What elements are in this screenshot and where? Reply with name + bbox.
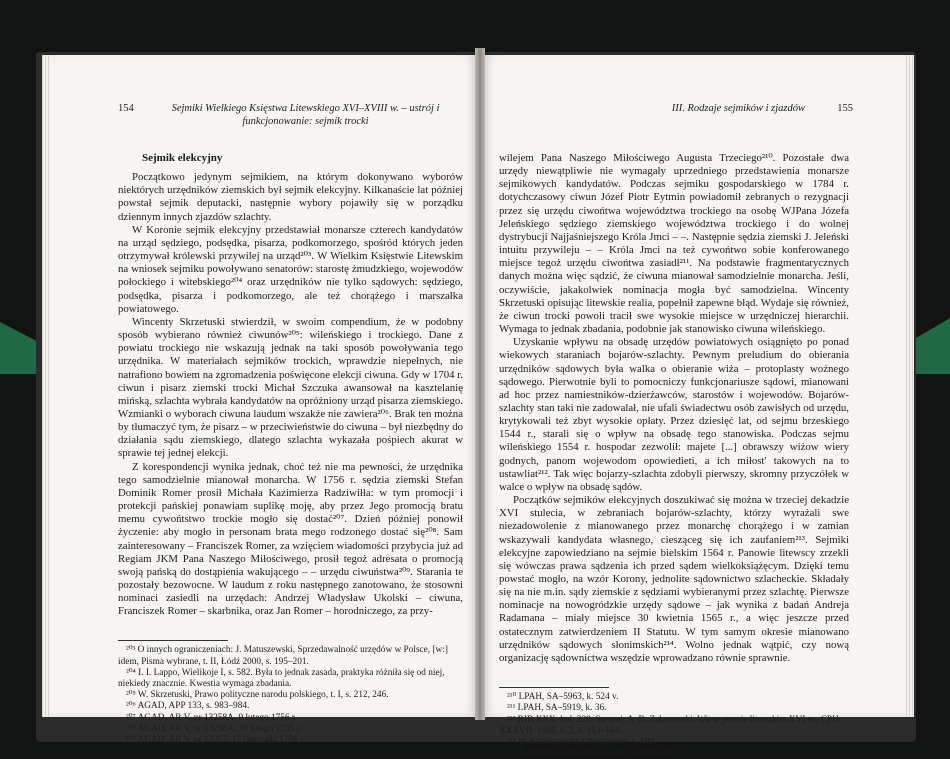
paragraph: wilejem Pana Naszego Miłościwego Augusta Trzeciego²¹⁰. Pozostałe dwa urzędy niewątpliwie nie wymagały uprzedniego przedstawienia monarsze sejmikowych kandydatów. Podczas sejmiku gospodarskiego w 1784 r. dotychczasowy ciwun Józef Piotr Eytmin powiadomił zebranych o rezygnacji przez się urzędu ciwońtwa województwa trockiego na osobę WJPana Józefa Jeleńskiego sędziego ziemskiego województwa trockiego i do wolnej dystrybucji Najjaśniejszego Króla Jmci – –. Następnie sędzia ziemski J. Jeleński intuitu przywileju – – Króla Jmci na też cywońtwo sobie konferowanego miejsce tegoż urzędu ciwońtwa zasiadł²¹¹. Na podstawie fragmentarycznych danych można więc sądzić, że ciwuna mianował samodzielnie monarcha. Jeśli, oczywiście, jakakolwiek nominacja mogła być samodzielna. Wincenty Skrzetuski opisując litewskie realia, popełnił zapewne błąd. Wydaje się również, że ciwun trocki powoli tracił swe wysokie miejsce w urzędniczej hierarchii. Wymaga to jednak zbadania, podobnie jak stanowisko ciwuna wileńskiego. (499, 152, 849, 336)
paragraph: Wincenty Skrzetuski stwierdził, w swoim compendium, że w podobny sposób wybierano również ciwunów²⁰⁵: wileńskiego i trockiego. Dane z powiatu trockiego nie wskazują jednak na taki sposób powoływania tego urzędnika. W materiałach sejmików trockich, wprawdzie niepełnych, nie natrafiono bowiem na zgromadzenia poświęcone elekcji ciwuna. Gdy w 1704 r. ciwun i pisarz ziemski trocki Michał Szczuka awansował na kasztelanię mińską, szlachta wybrała kandydatów na opróżniony urząd pisarza ziemskiego. Wzmianki o wyborach ciwuna laudum wszakże nie zawiera²⁰⁶. Brak ten można by tłumaczyć tym, że pisarz – w przeciwieństwie do ciwuna – był niezbędny do działania sądu ziemskiego, dlatego szlachta wykazała pośpiech akurat w sprawie tej jednej elekcji. (118, 315, 463, 460)
left-page (42, 55, 479, 746)
footnote: ²⁰⁵ W. Skrzetuski, Prawo polityczne narodu polskiego, t. I, s. 212, 246. (126, 690, 389, 701)
footnote: ²⁰³ O innych ograniczeniach: J. Matuszewski, Sprzedawalność urzędów w Polsce, [w:] idem, Pisma wybrane, t. II, Łódź 2000, s. 195–201. (118, 645, 448, 667)
right-page-header (499, 102, 853, 132)
footnote: ²⁰⁷ AGAD, AR V, nr 13258A, 9 lutego 1756 r. (126, 712, 297, 723)
right-page (481, 55, 914, 759)
footnote-separator (499, 687, 609, 688)
footnote: ²¹⁴ A. Radaman, Sejmiki i zjazdy szlacheckie. (507, 748, 677, 759)
running-head: III. Rodzaje sejmików i zjazdów (671, 103, 805, 114)
paragraph: W Koronie sejmik elekcyjny przedstawiał monarsze czterech kandydatów na urząd sędziego, podsędka, pisarza, podkomorzego, spośród których jeden otrzymywał królewski przywilej na urząd²⁰³. W Wielkim Księstwie Litewskim na wniosek sejmiku powoływano senatorów: starostę żmudzkiego, wojewodów połockiego i witebskiego²⁰⁴ oraz urzędników nie tylko sądowych: sędziego, podsędka, pisarza i podkomorzego, ale też chorążego i marszałka powiatowego. (118, 223, 463, 315)
left-page-content (118, 102, 463, 746)
footnote: ²⁰⁸ AGAD, AR V, nr 13258A, 10 lutego 1756 r. (126, 723, 302, 734)
paragraph: Początkowo jedynym sejmikiem, na którym dokonywano wyborów niektórych urzędników ziemskich był sejmik elekcyjny. Kilkanaście lat później powstał sejmik deputacki, następnie wybory pojawiły się w porządku dziennym innych zjazdów szlachty. (118, 171, 463, 223)
paragraph: Początków sejmików elekcyjnych doszukiwać się można w trzeciej dekadzie XVI stulecia, w zebraniach bojarów-szlachty, którzy wyrażali swe niezadowolenie z mianowanego przez monarchę chorążego i w zamian wskazywali kandydata własnego, ciesząceg się ich zaufaniem²¹³. Sejmiki elekcyjne zapowiedziano na sejmie bielskim 1564 r. Panowie litewscy zrzekli się wówczas prawa sądzenia ich przed sądem wielkoksiążęcym. Dzięki temu powstać mogło, na wzór Korony, jednolite sądownictwo szlacheckie. Składały się na nie m.in. sądy ziemskie z sędziami wybieranymi przez szlachtę. Pierwsze nominacje na nowogródzkie urzędy sądowe – jak wynika z badań Andreja Radamana – miały miejsce 30 kwietnia 1565 r., a więc jeszcze przed ostatecznym zatwierdzeniem II Statutu. W tym samym okresie mianowano urzędników sądowych słonimskich²¹⁴. Wolno jednak wątpić, czy nową organizację sądownictwa wszędzie wprowadzano równie sprawnie. (499, 494, 849, 664)
page-edges (906, 55, 914, 717)
footnote: ²¹³ W. Kamieniecki, Chorążowie, s. 184. (507, 736, 657, 747)
footnote: ²⁰⁴ I. I. Lappo, Wielikoje I, s. 582. Była to jednak zasada, praktyka różniła się od niej, niekiedy znacznie. Kwestia wymaga zbadania. (118, 667, 445, 690)
right-page-content (499, 102, 853, 759)
footnote: ²⁰⁶ AGAD, APP 133, s. 983–984. (126, 701, 250, 712)
green-border-left (0, 322, 40, 374)
body-text (499, 152, 849, 665)
footnote: ²¹² RIB XXX, kol. 229. Szerzej: A. B. Zakrzewski, Wit w prawie litewskim XVI w., CPH XXXVII: 1985, z. 2, s. 153–164. (499, 714, 839, 736)
page-number: 154 (118, 103, 134, 114)
footnote: ²¹⁰ LPAH, SA–5963, k. 524 v. (507, 692, 619, 703)
footnotes (118, 645, 463, 746)
footnotes (499, 692, 849, 759)
paragraph: Uzyskanie wpływu na obsadę urzędów powiatowych osiągnięto po ponad wiekowych staraniach bojarów-szlachty. Pewnym preludium do obierania urzędników sądowych była walka o obieranie wiża – protoplasty woźnego sądowego. Pierwotnie byli to pomocniczy funkcjonariusze sądowi, mianowani ad hoc przez namiestników-dzierżawców, starostów i wojewodów. Bojarów-szlachty stan taki nie zadowalał, nie ufali świadectwu osób zawisłych od urzędu, krytykowali też zbyt wysokie opłaty. Przez dziesięć lat, od sejmu brzeskiego 1544 r., starali się o wpływ na obsadę tego stanowiska. Podczas sejmu wileńskiego 1554 r. hospodar zezwolił: majete [...] obrawszy wiżow wiery godnych, panom wojewodom opowiedieti, a ich miłost' takowych na to ustawliat²¹². Tak więc bojarzy-szlachta zdobyli pierwszy, skromny przyczółek w walce o wpływ na obsadę sądów. (499, 336, 849, 493)
green-border-right (912, 318, 950, 374)
footnote-separator (118, 640, 228, 641)
paragraph: Z korespondencji wynika jednak, choć też nie ma pewności, że urzędnika tego samodzielnie mianował monarcha. W 1756 r. sędzia ziemski Stefan Dominik Romer prosił Michała Kazimierza Radziwiłła: w tym promocji i protekcji pańskiej ponawiam suplikę moję, aby przez Jego promocją bratu memu cywońtstwo trockie mogło się dostać²⁰⁷. Dzień później ponowił życzenie: aby mogło in personam brata mego rodzonego dostać się²⁰⁸. Sam zainteresowany – Franciszek Romer, za wzięciem wiadomości przybycia już ad Regiam JKM Pana Naszego Miłościwego, prosił tegoż adresata o promocją swoją pańską do dostąpienia wakującego – – urzędu ciwuństwa²⁰⁹. Starania te pozostały bezowocne. W laudum z roku następnego zanotowano, że stosowni nominaci zasiedli na urzędach: Andrzej Władysław Ukolski – ciwuna, Franciszek Romer – skarbnika, oraz Jan Romer – horodniczego, za przy- (118, 460, 463, 618)
page-number: 155 (837, 103, 853, 114)
left-page-header (118, 102, 463, 132)
section-title: Sejmik elekcyjny (142, 152, 223, 164)
book-spine-gutter (475, 48, 485, 720)
page-edges (42, 55, 50, 717)
footnote: ²⁰⁹ AGAD, AR V, nr 13253, 15 listopada 1756 r. (126, 735, 306, 746)
body-text (118, 171, 463, 618)
running-head: Sejmiki Wielkiego Księstwa Litewskiego XVI–XVIII w. – ustrój i funkcjonowanie: sejmik trocki (171, 103, 440, 127)
footnote: ²¹¹ LPAH, SA–5919, k. 36. (507, 703, 607, 714)
